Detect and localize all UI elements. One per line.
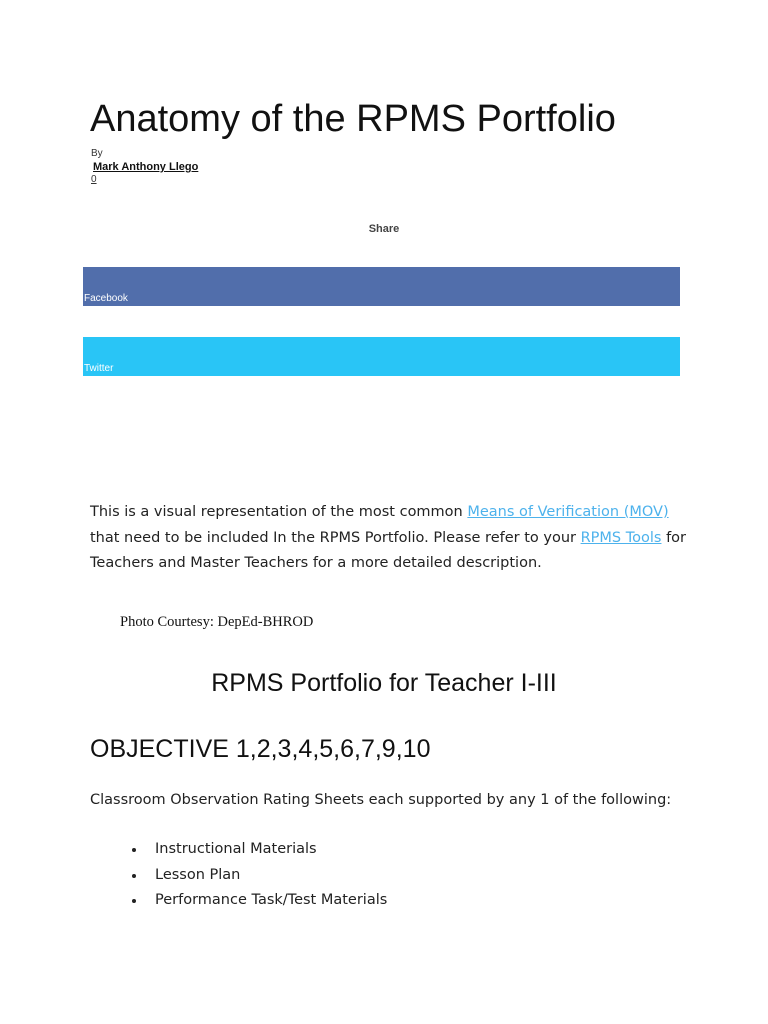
section-heading: RPMS Portfolio for Teacher I-III bbox=[211, 669, 557, 697]
objective-heading: OBJECTIVE 1,2,3,4,5,6,7,9,10 bbox=[90, 735, 431, 763]
photo-credit: Photo Courtesy: DepEd-BHROD bbox=[120, 614, 314, 630]
intro-text-3: for Teachers and Master Teachers for a more detailed description. bbox=[90, 529, 687, 571]
mov-list bbox=[130, 837, 387, 914]
bullet-icon bbox=[132, 848, 136, 852]
bullet-icon bbox=[132, 899, 136, 903]
intro-text-2: that need to be included In the RPMS Portfolio. Please refer to your bbox=[90, 529, 581, 546]
list-item bbox=[130, 888, 387, 914]
mov-link[interactable]: Means of Verification (MOV) bbox=[467, 504, 669, 520]
author-link[interactable]: Mark Anthony Llego bbox=[93, 161, 199, 173]
list-item bbox=[130, 863, 387, 889]
bullet-icon bbox=[132, 874, 136, 878]
rpms-tools-link[interactable]: RPMS Tools bbox=[580, 529, 662, 546]
facebook-share-button[interactable] bbox=[83, 267, 680, 306]
intro-paragraph bbox=[90, 500, 690, 577]
observation-description: Classroom Observation Rating Sheets each supported by any 1 of the following: bbox=[90, 792, 672, 808]
facebook-share-label: Facebook bbox=[84, 293, 128, 304]
share-label: Share bbox=[368, 223, 400, 235]
list-item-label: Lesson Plan bbox=[155, 866, 241, 883]
intro-text-1: This is a visual representation of the most common bbox=[90, 504, 468, 520]
twitter-share-label: Twitter bbox=[84, 363, 114, 374]
article-title: Anatomy of the RPMS Portfolio bbox=[90, 98, 616, 140]
byline-label: By bbox=[91, 148, 103, 159]
comment-count-link[interactable]: 0 bbox=[91, 174, 97, 185]
list-item-label: Instructional Materials bbox=[155, 841, 317, 857]
list-item-label: Performance Task/Test Materials bbox=[155, 892, 388, 908]
twitter-share-button[interactable] bbox=[83, 337, 680, 376]
list-item bbox=[130, 837, 387, 863]
